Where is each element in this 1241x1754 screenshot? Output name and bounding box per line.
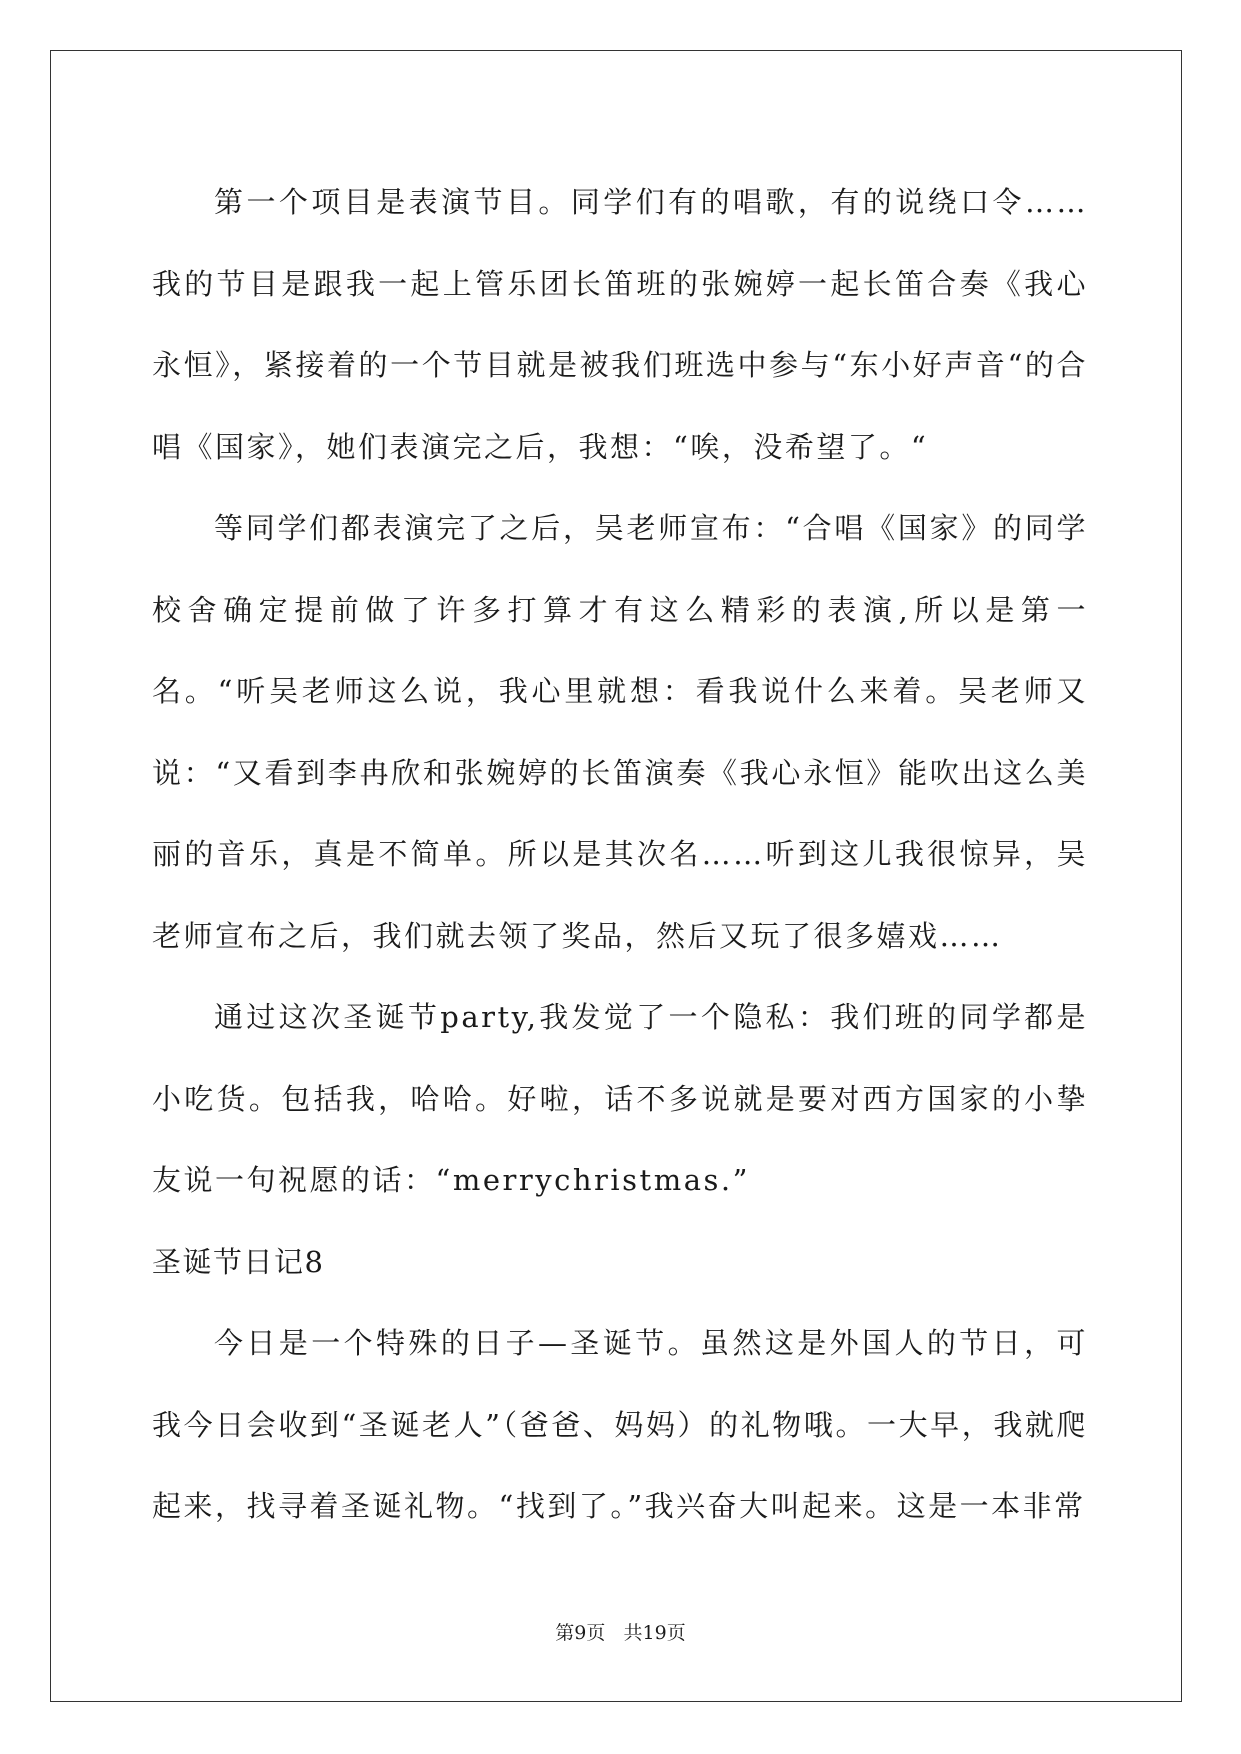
section-heading: 圣诞节日记8: [152, 1244, 325, 1279]
paragraph: 通过这次圣诞节party,我发觉了一个隐私：我们班的同学都是小吃货。包括我，哈哈。好啦，话不多说就是要对西方国家的小挚友说一句祝愿的话：“merrychristmas.”: [152, 1000, 1088, 1197]
page-footer: [0, 1618, 1241, 1645]
document-body: [152, 162, 1088, 1548]
paragraph: 今日是一个特殊的日子—圣诞节。虽然这是外国人的节日，可我今日会收到“圣诞老人”（爸爸、妈妈）的礼物哦。一大早，我就爬起来，找寻着圣诞礼物。“找到了。”我兴奋大叫起来。这是一本非常: [152, 1326, 1088, 1523]
page-number: 第9页: [555, 1622, 606, 1644]
paragraph: 等同学们都表演完了之后，吴老师宣布：“合唱《国家》的同学校舍确定提前做了许多打算才有这么精彩的表演,所以是第一名。“听吴老师这么说，我心里就想：看我说什么来着。吴老师又说：“又看到李冉欣和张婉婷的长笛演奏《我心永恒》能吹出这么美丽的音乐，真是不简单。所以是其次名……听到这儿我很惊异，吴老师宣布之后，我们就去领了奖品，然后又玩了很多嬉戏……: [152, 511, 1088, 953]
paragraph: 第一个项目是表演节目。同学们有的唱歌，有的说绕口令……我的节目是跟我一起上管乐团长笛班的张婉婷一起长笛合奏《我心永恒》，紧接着的一个节目就是被我们班选中参与“东小好声音“的合唱《国家》，她们表演完之后，我想：“唉，没希望了。“: [152, 185, 1088, 464]
page-total: 共19页: [623, 1622, 686, 1644]
